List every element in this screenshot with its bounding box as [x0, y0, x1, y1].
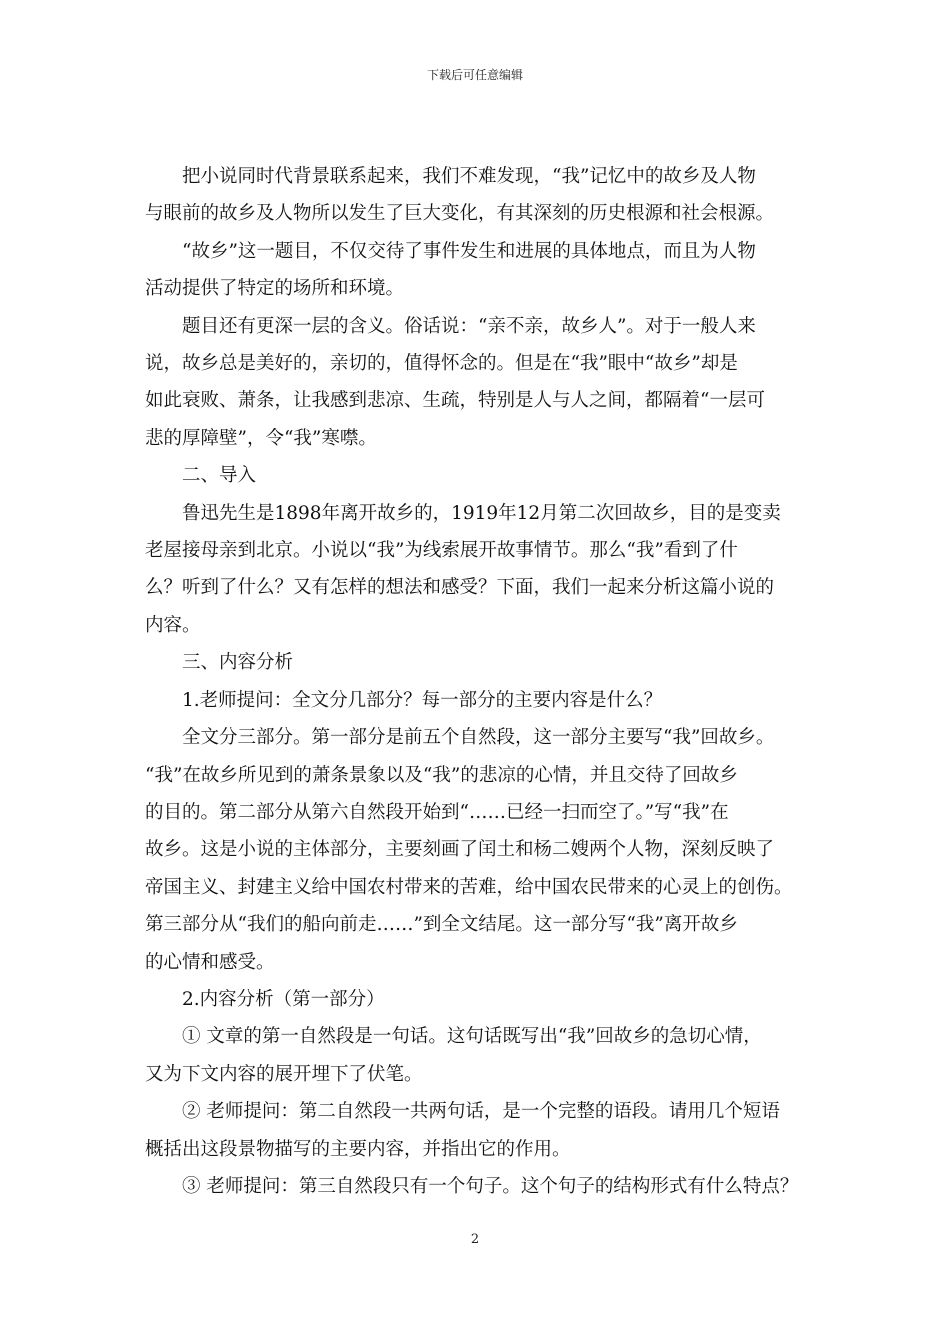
paragraph: 题目还有更深一层的含义。俗话说：“亲不亲，故乡人”。对于一般人来 说，故乡总是美好的，亲切的，值得怀念的。但是在“我”眼中“故乡”却是 如此衰败、萧条，让我感到悲凉、生疏，特别是人与人之间，都隔着“一层可 悲的厚障壁”，令“我”寒噤。 [145, 315, 765, 449]
paragraph: 把小说同时代背景联系起来，我们不难发现，“我”记忆中的故乡及人物 与眼前的故乡及人物所以发生了巨大变化，有其深刻的历史根源和社会根源。 [145, 166, 775, 225]
section-heading: 二、导入 [182, 465, 257, 487]
page-number: 2 [470, 1232, 480, 1247]
list-item: ③ 老师提问：第三自然段只有一个句子。这个句子的结构形式有什么特点？ [182, 1175, 799, 1197]
section-heading: 三、内容分析 [182, 652, 294, 674]
sub-heading: 2.内容分析（第一部分） [182, 988, 385, 1010]
list-item: ② 老师提问：第二自然段一共两句话，是一个完整的语段。请用几个短语 概括出这段景物描写的主要内容，并指出它的作用。 [145, 1101, 780, 1160]
document-body [145, 158, 810, 1205]
paragraph: “故乡”这一题目，不仅交待了事件发生和进展的具体地点，而且为人物 活动提供了特定的场所和环境。 [145, 240, 756, 300]
page-header: 下载后可任意编辑 [426, 68, 523, 82]
paragraph: 全文分三部分。第一部分是前五个自然段，这一部分主要写“我”回故乡。 “我”在故乡所见到的萧条景象以及“我”的悲凉的心情，并且交待了回故乡 的目的。第二部分从第六自然段开始到“……已经一扫而空了。”写“我”在 故乡。这是小说的主体部分，主要刻画了闰土和杨二嫂两个人物，深刻反映了 帝国主义、封建主义给中国农村带来的苦难，给中国农民带来的心灵上的创伤。 第三部分从“我们的船向前走……”到全文结尾。这一部分写“我”离开故乡 的心情和感受。 [145, 727, 793, 973]
list-item: ① 文章的第一自然段是一句话。这句话既写出“我”回故乡的急切心情， 又为下文内容的展开埋下了伏笔。 [145, 1026, 762, 1085]
question: 1.老师提问：全文分几部分？每一部分的主要内容是什么？ [182, 689, 663, 711]
paragraph: 鲁迅先生是1898年离开故乡的，1919年12月第二次回故乡，目的是变卖 老屋接母亲到北京。小说以“我”为线索展开故事情节。那么“我”看到了什 么？听到了什么？又有怎样的想法和感受？下面，我们一起来分析这篇小说的 内容。 [145, 502, 781, 636]
